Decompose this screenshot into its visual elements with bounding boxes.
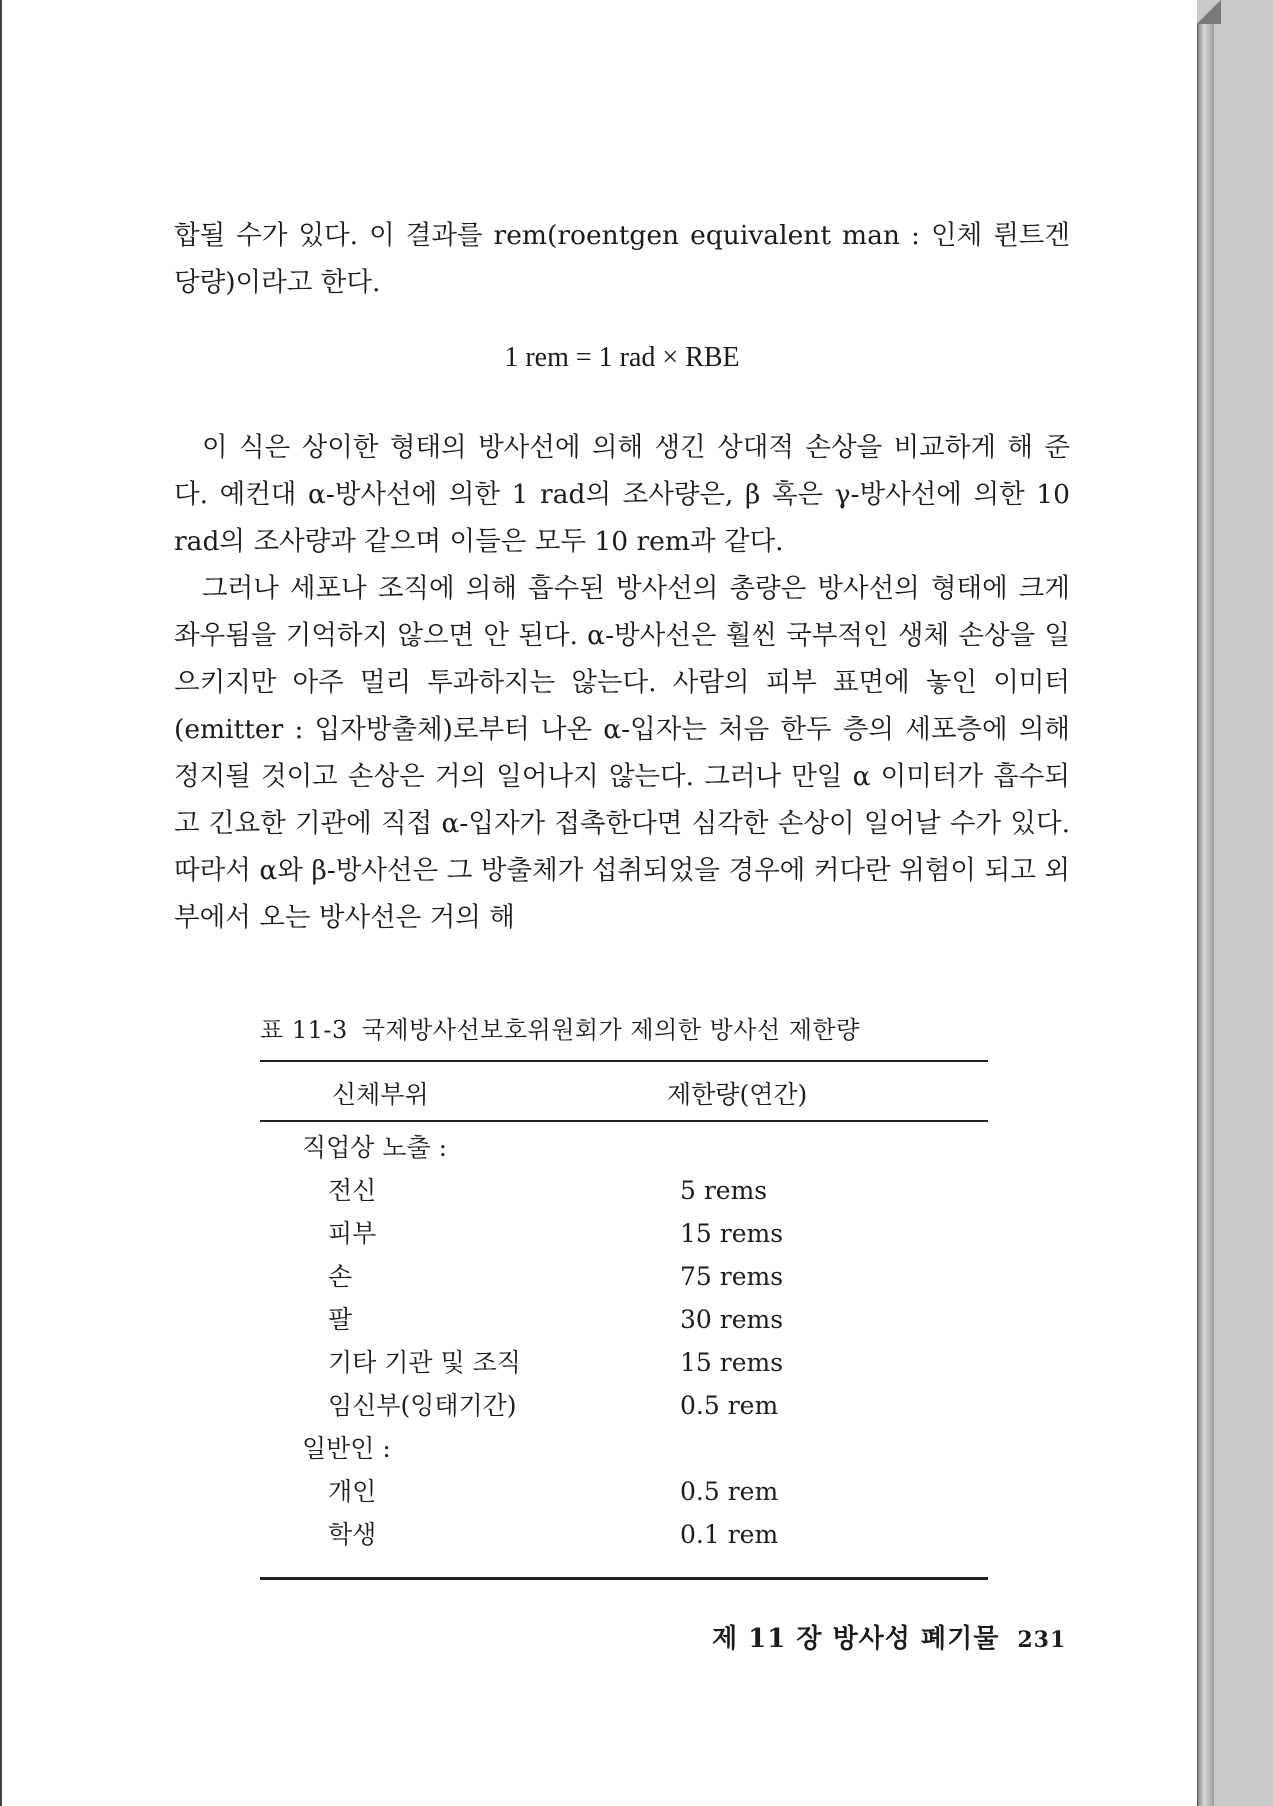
row-limit-value: 5 rems (680, 1176, 768, 1205)
row-label: 손 (328, 1262, 353, 1291)
table-row (260, 1298, 988, 1341)
table-top-rule (260, 1060, 988, 1062)
row-limit-value: 0.1 rem (680, 1520, 779, 1549)
row-label: 개인 (328, 1477, 377, 1506)
table-bottom-rule (260, 1577, 988, 1580)
running-footer (712, 1618, 1066, 1655)
row-limit-value: 0.5 rem (680, 1477, 779, 1506)
table-row (260, 1470, 988, 1513)
table-row (260, 1341, 988, 1384)
row-limit-value: 15 rems (680, 1348, 784, 1377)
row-label: 피부 (328, 1219, 377, 1248)
row-limit-value: 75 rems (680, 1262, 784, 1291)
row-limit-value: 15 rems (680, 1219, 784, 1248)
page-edge-shadow (1197, 0, 1214, 1806)
row-limit-value: 0.5 rem (680, 1391, 779, 1420)
paragraph-3: 그러나 세포나 조직에 의해 흡수된 방사선의 총량은 방사선의 형태에 크게 좌우됨을 기억하지 않으면 안 된다. α-방사선은 훨씬 국부적인 생체 손상을 일으키지만 아주 멀리 투과하지는 않는다. 사람의 피부 표면에 놓인 이미터(emitter : 입자방출체)로부터 나온 α-입자는 처음 한두 층의 세포층에 의해 정지될 것이고 손상은 거의 일어나지 않는다. 그러나 만일 α 이미터가 흡수되고 긴요한 기관에 직접 α-입자가 접촉한다면 심각한 손상이 일어날 수가 있다. 따라서 α와 β-방사선은 그 방출체가 섭취되었을 경우에 커다란 위험이 되고 외부에서 오는 방사선은 거의 해 (174, 573, 1070, 933)
row-label: 임신부(잉태기간) (328, 1391, 517, 1420)
row-label: 학생 (328, 1520, 377, 1549)
header-body-part: 신체부위 (332, 1080, 429, 1109)
body-text-main (174, 424, 1070, 941)
page-corner-fold (1197, 0, 1221, 24)
row-label: 기타 기관 및 조직 (328, 1348, 521, 1377)
page-number: 231 (1017, 1627, 1067, 1653)
table-group-row (260, 1126, 988, 1169)
table-header-rule (260, 1120, 988, 1122)
table-caption (260, 1010, 860, 1045)
row-limit-value: 30 rems (680, 1305, 784, 1334)
paragraph-1: 합될 수가 있다. 이 결과를 rem(roentgen equivalent man : 인체 륀트겐 당량)이라고 한다. (174, 220, 1070, 298)
table-row (260, 1169, 988, 1212)
paragraph-2: 이 식은 상이한 형태의 방사선에 의해 생긴 상대적 손상을 비교하게 해 준다. 예컨대 α-방사선에 의한 1 rad의 조사량은, β 혹은 γ-방사선에 의한 10 rad의 조사량과 같으며 이들은 모두 10 rem과 같다. (174, 432, 1070, 557)
table-row (260, 1384, 988, 1427)
table-row (260, 1212, 988, 1255)
header-annual-limit: 제한량(연간) (667, 1080, 808, 1109)
table-group-row (260, 1427, 988, 1470)
row-label: 일반인 : (302, 1434, 391, 1463)
table-row (260, 1255, 988, 1298)
table-row (260, 1513, 988, 1556)
table-number: 표 11-3 (260, 1016, 348, 1044)
body-text-top (174, 212, 1070, 306)
row-label: 팔 (328, 1305, 353, 1334)
row-label: 전신 (328, 1176, 377, 1205)
row-label: 직업상 노출 : (302, 1133, 448, 1162)
table-title: 국제방사선보호위원회가 제의한 방사선 제한량 (361, 1016, 860, 1044)
chapter-title: 제 11 장 방사성 폐기물 (712, 1624, 1000, 1654)
rem-formula: 1 rem = 1 rad × RBE (504, 342, 740, 373)
